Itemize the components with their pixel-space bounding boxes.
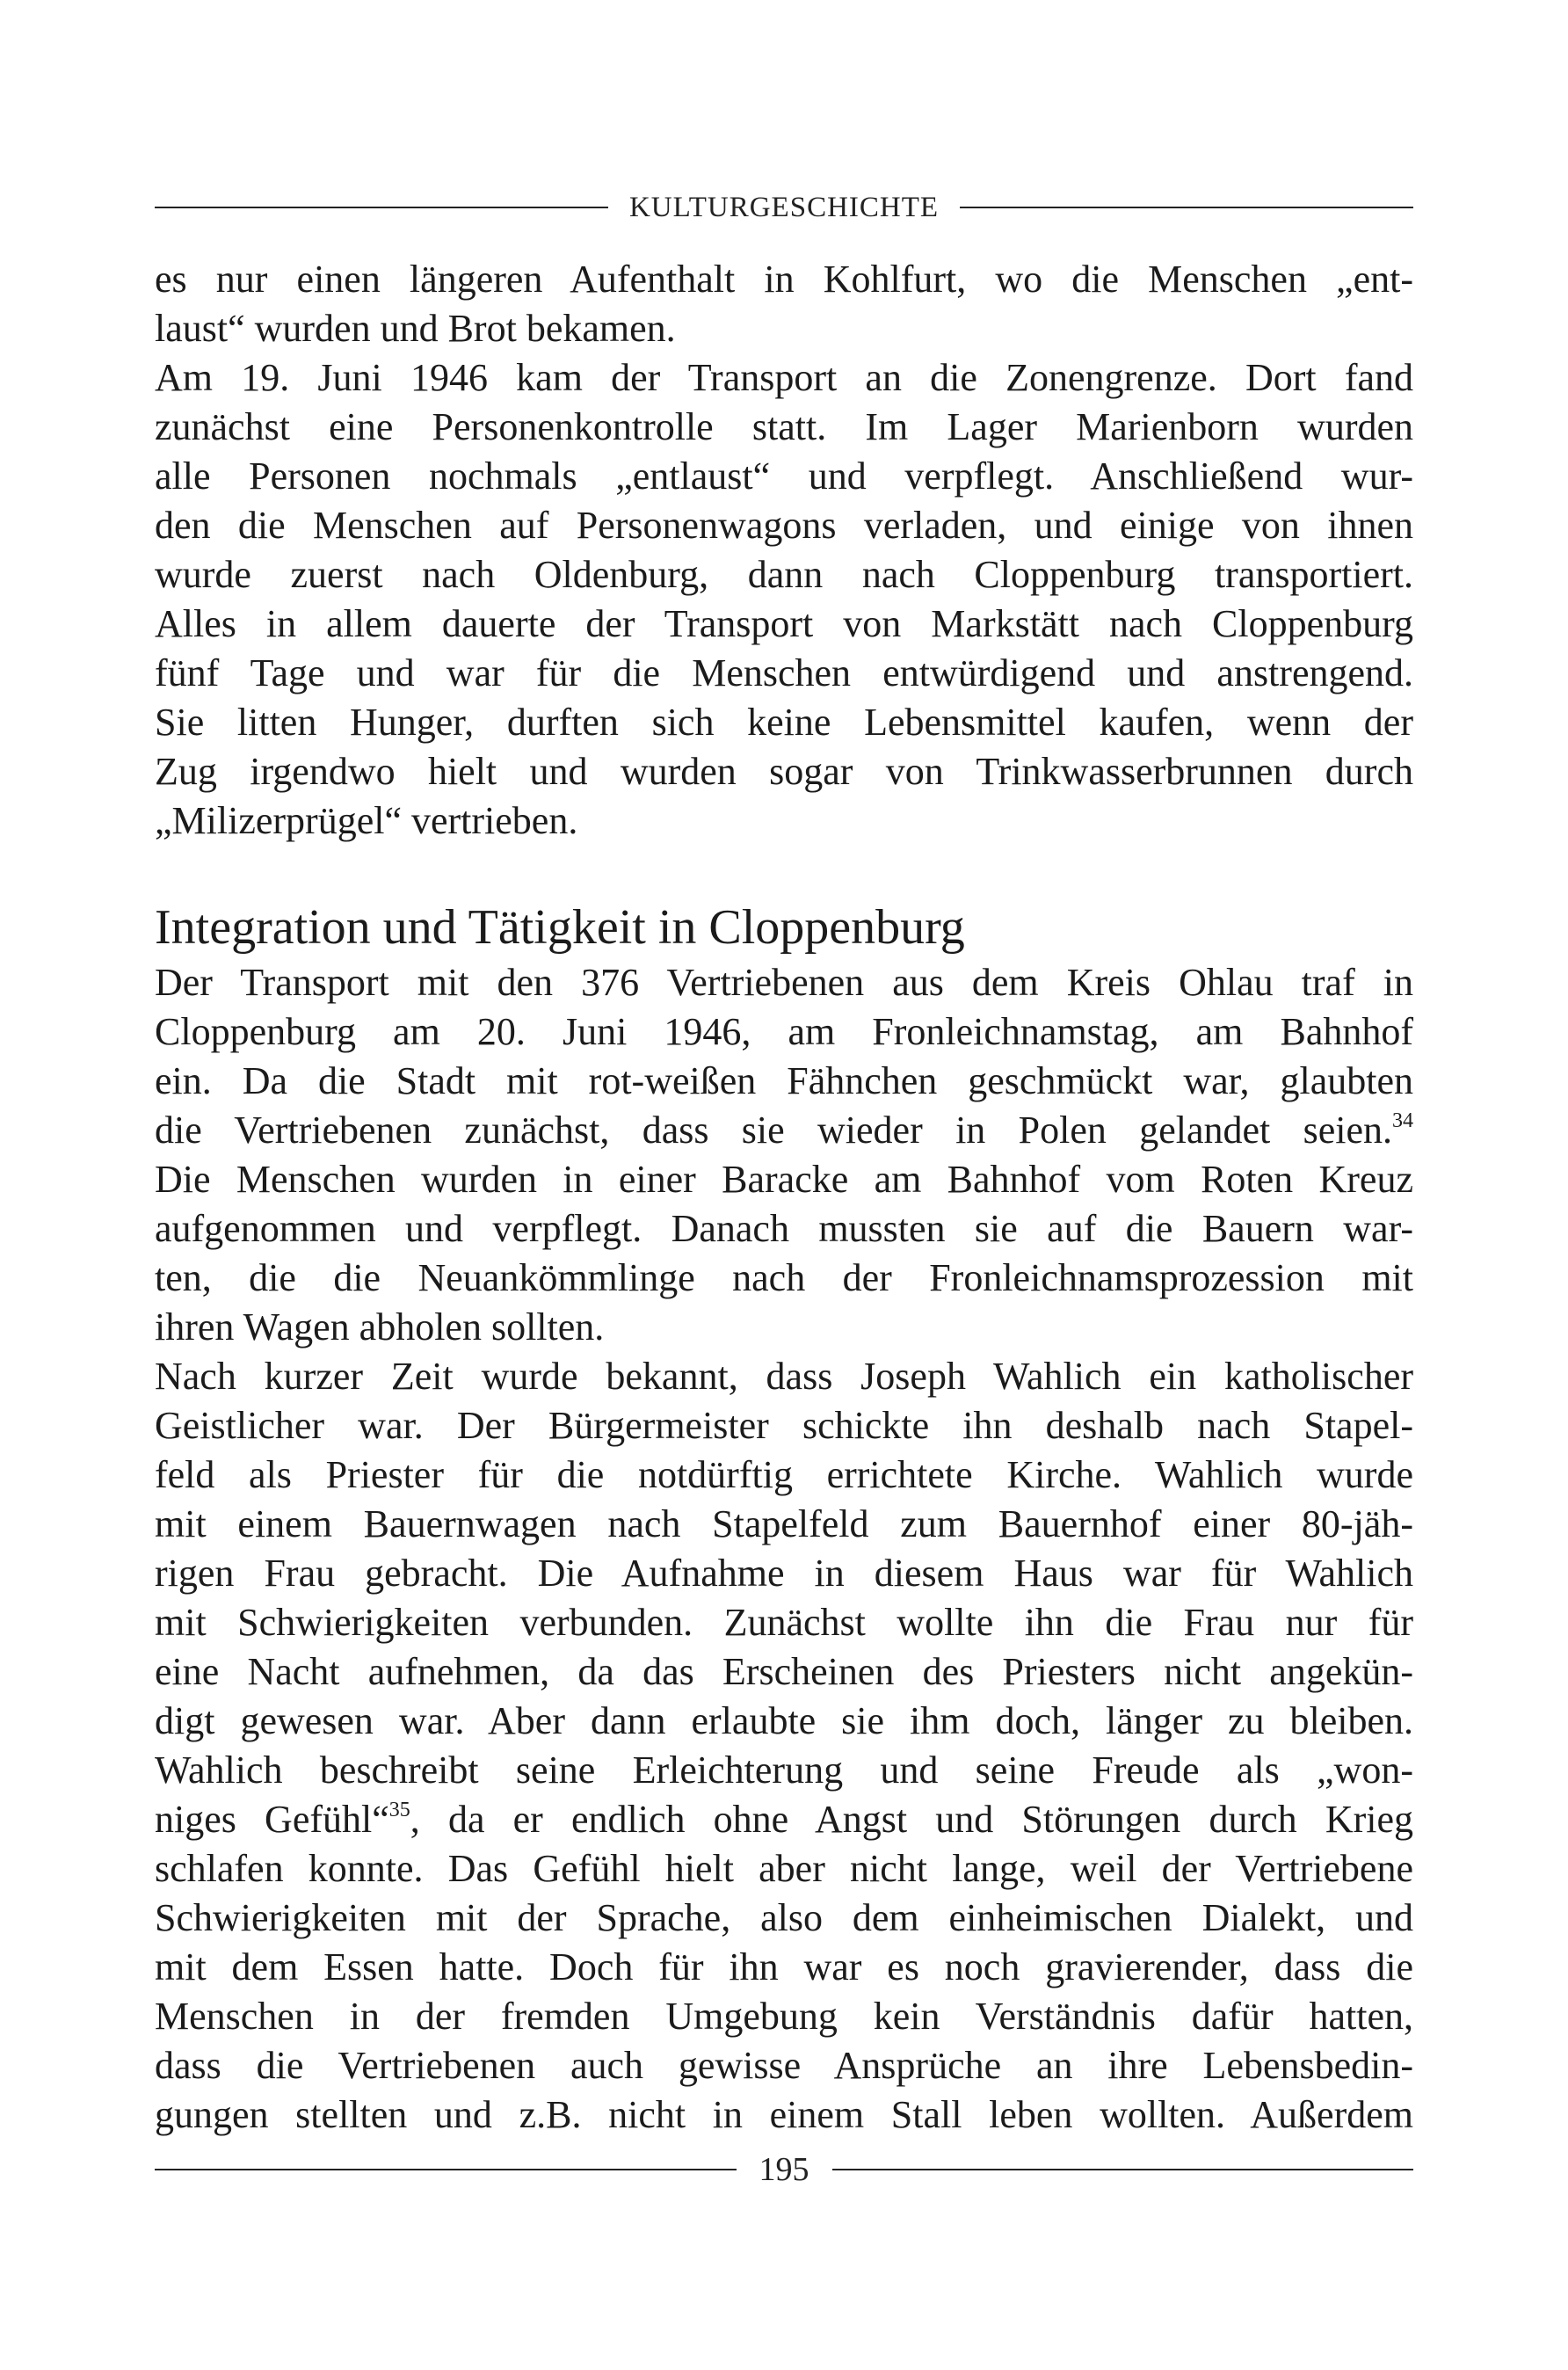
text-line: schlafen konnte. Das Gefühl hielt aber nicht lange, weil der Vertriebene — [155, 1847, 1413, 1890]
text-line: ihren Wagen abholen sollten. — [155, 1305, 605, 1349]
text-line: Alles in allem dauerte der Transport von Markstätt nach Cloppenburg — [155, 602, 1413, 645]
text-line: dass die Vertriebenen auch gewisse Ansprüche an ihre Lebensbedin- — [155, 2044, 1413, 2087]
body-text — [155, 255, 1413, 2140]
text-line-segment: niges Gefühl“ — [155, 1798, 389, 1841]
text-line: ten, die die Neuankömmlinge nach der Fronleichnamsprozession mit — [155, 1256, 1413, 1299]
text-line: Zug irgendwo hielt und wurden sogar von Trinkwasserbrunnen durch — [155, 750, 1413, 793]
text-line: Wahlich beschreibt seine Erleichterung und seine Freude als „won- — [155, 1748, 1413, 1792]
text-line-segment: die Vertriebenen zunächst, dass sie wieder in Polen gelandet seien. — [155, 1109, 1392, 1152]
text-line: Cloppenburg am 20. Juni 1946, am Fronleichnamstag, am Bahnhof — [155, 1010, 1413, 1053]
text-line: Nach kurzer Zeit wurde bekannt, dass Joseph Wahlich ein katholischer — [155, 1355, 1413, 1398]
text-line: Der Transport mit den 376 Vertriebenen aus dem Kreis Ohlau traf in — [155, 961, 1413, 1004]
section-heading: Integration und Tätigkeit in Cloppenburg — [155, 900, 965, 955]
text-line: fünf Tage und war für die Menschen entwürdigend und anstrengend. — [155, 651, 1413, 694]
text-line: Menschen in der fremden Umgebung kein Verständnis dafür hatten, — [155, 1995, 1413, 2038]
text-line: mit Schwierigkeiten verbunden. Zunächst wollte ihn die Frau nur für — [155, 1601, 1413, 1644]
text-line: Geistlicher war. Der Bürgermeister schickte ihn deshalb nach Stapel- — [155, 1404, 1413, 1447]
text-line: mit dem Essen hatte. Doch für ihn war es noch gravierender, dass die — [155, 1945, 1413, 1988]
page-footer — [155, 2145, 1413, 2194]
text-line: rigen Frau gebracht. Die Aufnahme in diesem Haus war für Wahlich — [155, 1552, 1413, 1595]
text-line: mit einem Bauernwagen nach Stapelfeld zum Bauernhof einer 80-jäh- — [155, 1502, 1413, 1545]
text-line: ein. Da die Stadt mit rot-weißen Fähnchen geschmückt war, glaubten — [155, 1059, 1413, 1102]
text-line-with-footnote — [155, 1795, 1413, 1844]
text-line: feld als Priester für die notdürftig errichtete Kirche. Wahlich wurde — [155, 1453, 1413, 1496]
text-line: Die Menschen wurden in einer Baracke am Bahnhof vom Roten Kreuz — [155, 1158, 1413, 1201]
header-rule-right — [960, 207, 1413, 208]
footer-rule-right — [832, 2169, 1414, 2170]
text-line: Am 19. Juni 1946 kam der Transport an die Zonengrenze. Dort fand — [155, 356, 1413, 399]
text-line: wurde zuerst nach Oldenburg, dann nach Cloppenburg transportiert. — [155, 553, 1413, 596]
text-line: „Milizerprügel“ vertrieben. — [155, 799, 578, 842]
text-line: Schwierigkeiten mit der Sprache, also dem einheimischen Dialekt, und — [155, 1896, 1413, 1939]
text-line: Sie litten Hunger, durften sich keine Lebensmittel kaufen, wenn der — [155, 701, 1413, 744]
text-line-segment: , da er endlich ohne Angst und Störungen durch Krieg — [410, 1798, 1413, 1841]
text-line: laust“ wurden und Brot bekamen. — [155, 307, 676, 350]
running-head-title: KULTURGESCHICHTE — [628, 191, 940, 223]
text-line: digt gewesen war. Aber dann erlaubte sie ihm doch, länger zu bleiben. — [155, 1699, 1413, 1742]
text-line: gungen stellten und z.B. nicht in einem Stall leben wollten. Außerdem — [155, 2093, 1413, 2136]
header-rule-left — [155, 207, 608, 208]
text-line: eine Nacht aufnehmen, da das Erscheinen des Priesters nicht angekün- — [155, 1650, 1413, 1693]
text-line: aufgenommen und verpflegt. Danach mussten sie auf die Bauern war- — [155, 1207, 1413, 1250]
text-line-with-footnote — [155, 1106, 1413, 1155]
page-number: 195 — [759, 2151, 809, 2188]
footnote-ref: 34 — [1392, 1109, 1413, 1132]
text-line: alle Personen nochmals „entlaust“ und verpflegt. Anschließend wur- — [155, 454, 1413, 498]
text-line: zunächst eine Personenkontrolle statt. Im Lager Marienborn wurden — [155, 405, 1413, 448]
running-head — [155, 183, 1413, 232]
footnote-ref: 35 — [388, 1799, 410, 1821]
text-line: den die Menschen auf Personenwagons verladen, und einige von ihnen — [155, 504, 1413, 547]
footer-rule-left — [155, 2169, 737, 2170]
text-line: es nur einen längeren Aufenthalt in Kohlfurt, wo die Menschen „ent- — [155, 258, 1413, 301]
